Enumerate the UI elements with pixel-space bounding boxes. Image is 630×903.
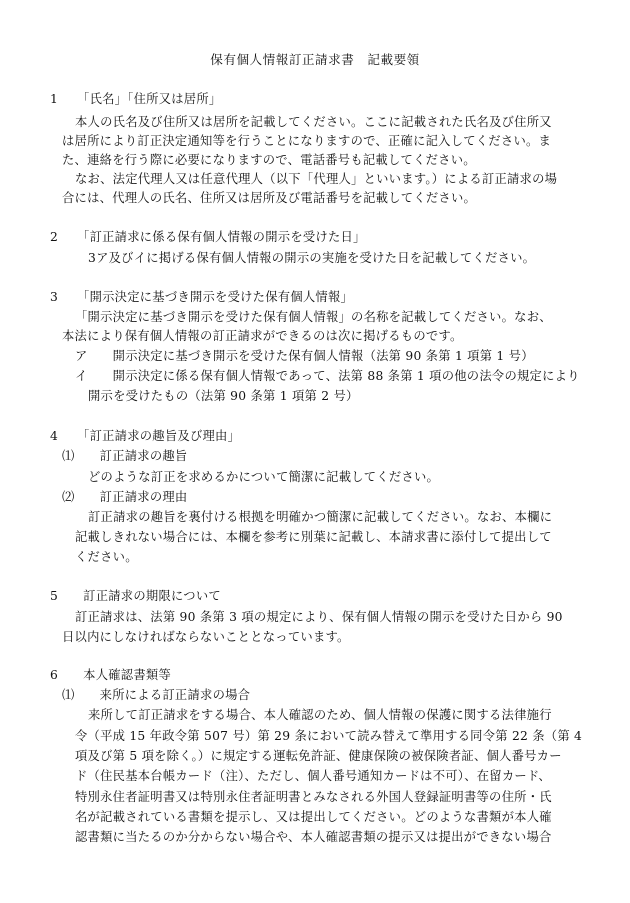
- section-4-sub-2: ⑵ 訂正請求の理由: [62, 490, 188, 504]
- section-6-sub-1: ⑴ 来所による訂正請求の場合: [62, 688, 251, 702]
- document-title: 保有個人情報訂正請求書 記載要領: [210, 52, 420, 67]
- section-2-text: 3ア及びイに掲げる保有個人情報の開示の実施を受けた日を記載してください。: [88, 251, 536, 265]
- section-4-text: どのような訂正を求めるかについて簡潔に記載してください。: [88, 470, 440, 484]
- section-6-text: 認書類に当たるのか分からない場合や、本人確認書類の提示又は提出ができない場合: [75, 830, 552, 844]
- section-6-text: 特別永住者証明書又は特別永住者証明書とみなされる外国人登録証明書等の住所・氏: [75, 790, 552, 804]
- section-6-text: ド（住民基本台帳カード（注）、ただし、個人番号通知カードは不可）、在留カード、: [75, 769, 551, 783]
- section-2-heading: 2 「訂正請求に係る保有個人情報の開示を受けた日」: [50, 230, 366, 244]
- section-5-heading: 5 訂正請求の期限について: [50, 589, 221, 603]
- section-3-text: 本法により保有個人情報の訂正請求ができるのは次に掲げるものです。: [62, 329, 463, 343]
- section-4-heading: 4 「訂正請求の趣旨及び理由」: [50, 429, 241, 443]
- section-3-item-i: イ 開示決定に係る保有個人情報であって、法第 88 条第 1 項の他の法令の規定により: [75, 369, 580, 383]
- section-1-heading: 1 「氏名」「住所又は居所」: [50, 92, 222, 106]
- section-5-text: 訂正請求は、法第 90 条第 3 項の規定により、保有個人情報の開示を受けた日から 90: [75, 610, 563, 624]
- section-3-item-a: ア 開示決定に基づき開示を受けた保有個人情報（法第 90 条第 1 項第 1 号）: [75, 349, 534, 363]
- section-6-text: 名が記載されている書類を提示し、又は提出してください。どのような書類が本人確: [75, 810, 552, 824]
- section-6-text: 項及び第 5 項を除く。）に規定する運転免許証、健康保険の被保険者証、個人番号カー: [75, 749, 562, 763]
- section-6-text: 令（平成 15 年政令第 507 号）第 29 条において読み替えて準用する同令第 22 条（第 4: [75, 729, 583, 743]
- section-4-sub-1: ⑴ 訂正請求の趣旨: [62, 449, 188, 463]
- section-1-text: は居所により訂正決定通知等を行うことになりますので、正確に記入してください。ま: [62, 134, 552, 148]
- section-6-text: 来所して訂正請求をする場合、本人確認のため、個人情報の保護に関する法律施行: [88, 708, 552, 722]
- section-1-text: 合には、代理人の氏名、住所又は居所及び電話番号を記載してください。: [62, 191, 477, 205]
- section-6-heading: 6 本人確認書類等: [50, 668, 171, 682]
- section-4-text: ください。: [75, 550, 138, 564]
- section-1-text: なお、法定代理人又は任意代理人（以下「代理人」といいます。）による訂正請求の場: [75, 172, 558, 186]
- section-3-heading: 3 「開示決定に基づき開示を受けた保有個人情報」: [50, 290, 354, 304]
- section-4-text: 記載しきれない場合には、本欄を参考に別葉に記載し、本請求書に添付して提出して: [75, 530, 552, 544]
- section-1-text: た、連絡を行う際に必要になりますので、電話番号も記載してください。: [62, 153, 476, 167]
- section-5-text: 日以内にしなければならないこととなっています。: [62, 630, 350, 644]
- section-3-text: 「開示決定に基づき開示を受けた保有個人情報」の名称を記載してください。なお、: [75, 310, 552, 324]
- section-3-item-i: 開示を受けたもの（法第 90 条第 1 項第 2 号）: [88, 389, 359, 403]
- section-1-text: 本人の氏名及び住所又は居所を記載してください。ここに記載された氏名及び住所又: [75, 115, 552, 129]
- section-4-text: 訂正請求の趣旨を裏付ける根拠を明確かつ簡潔に記載してください。なお、本欄に: [88, 510, 553, 524]
